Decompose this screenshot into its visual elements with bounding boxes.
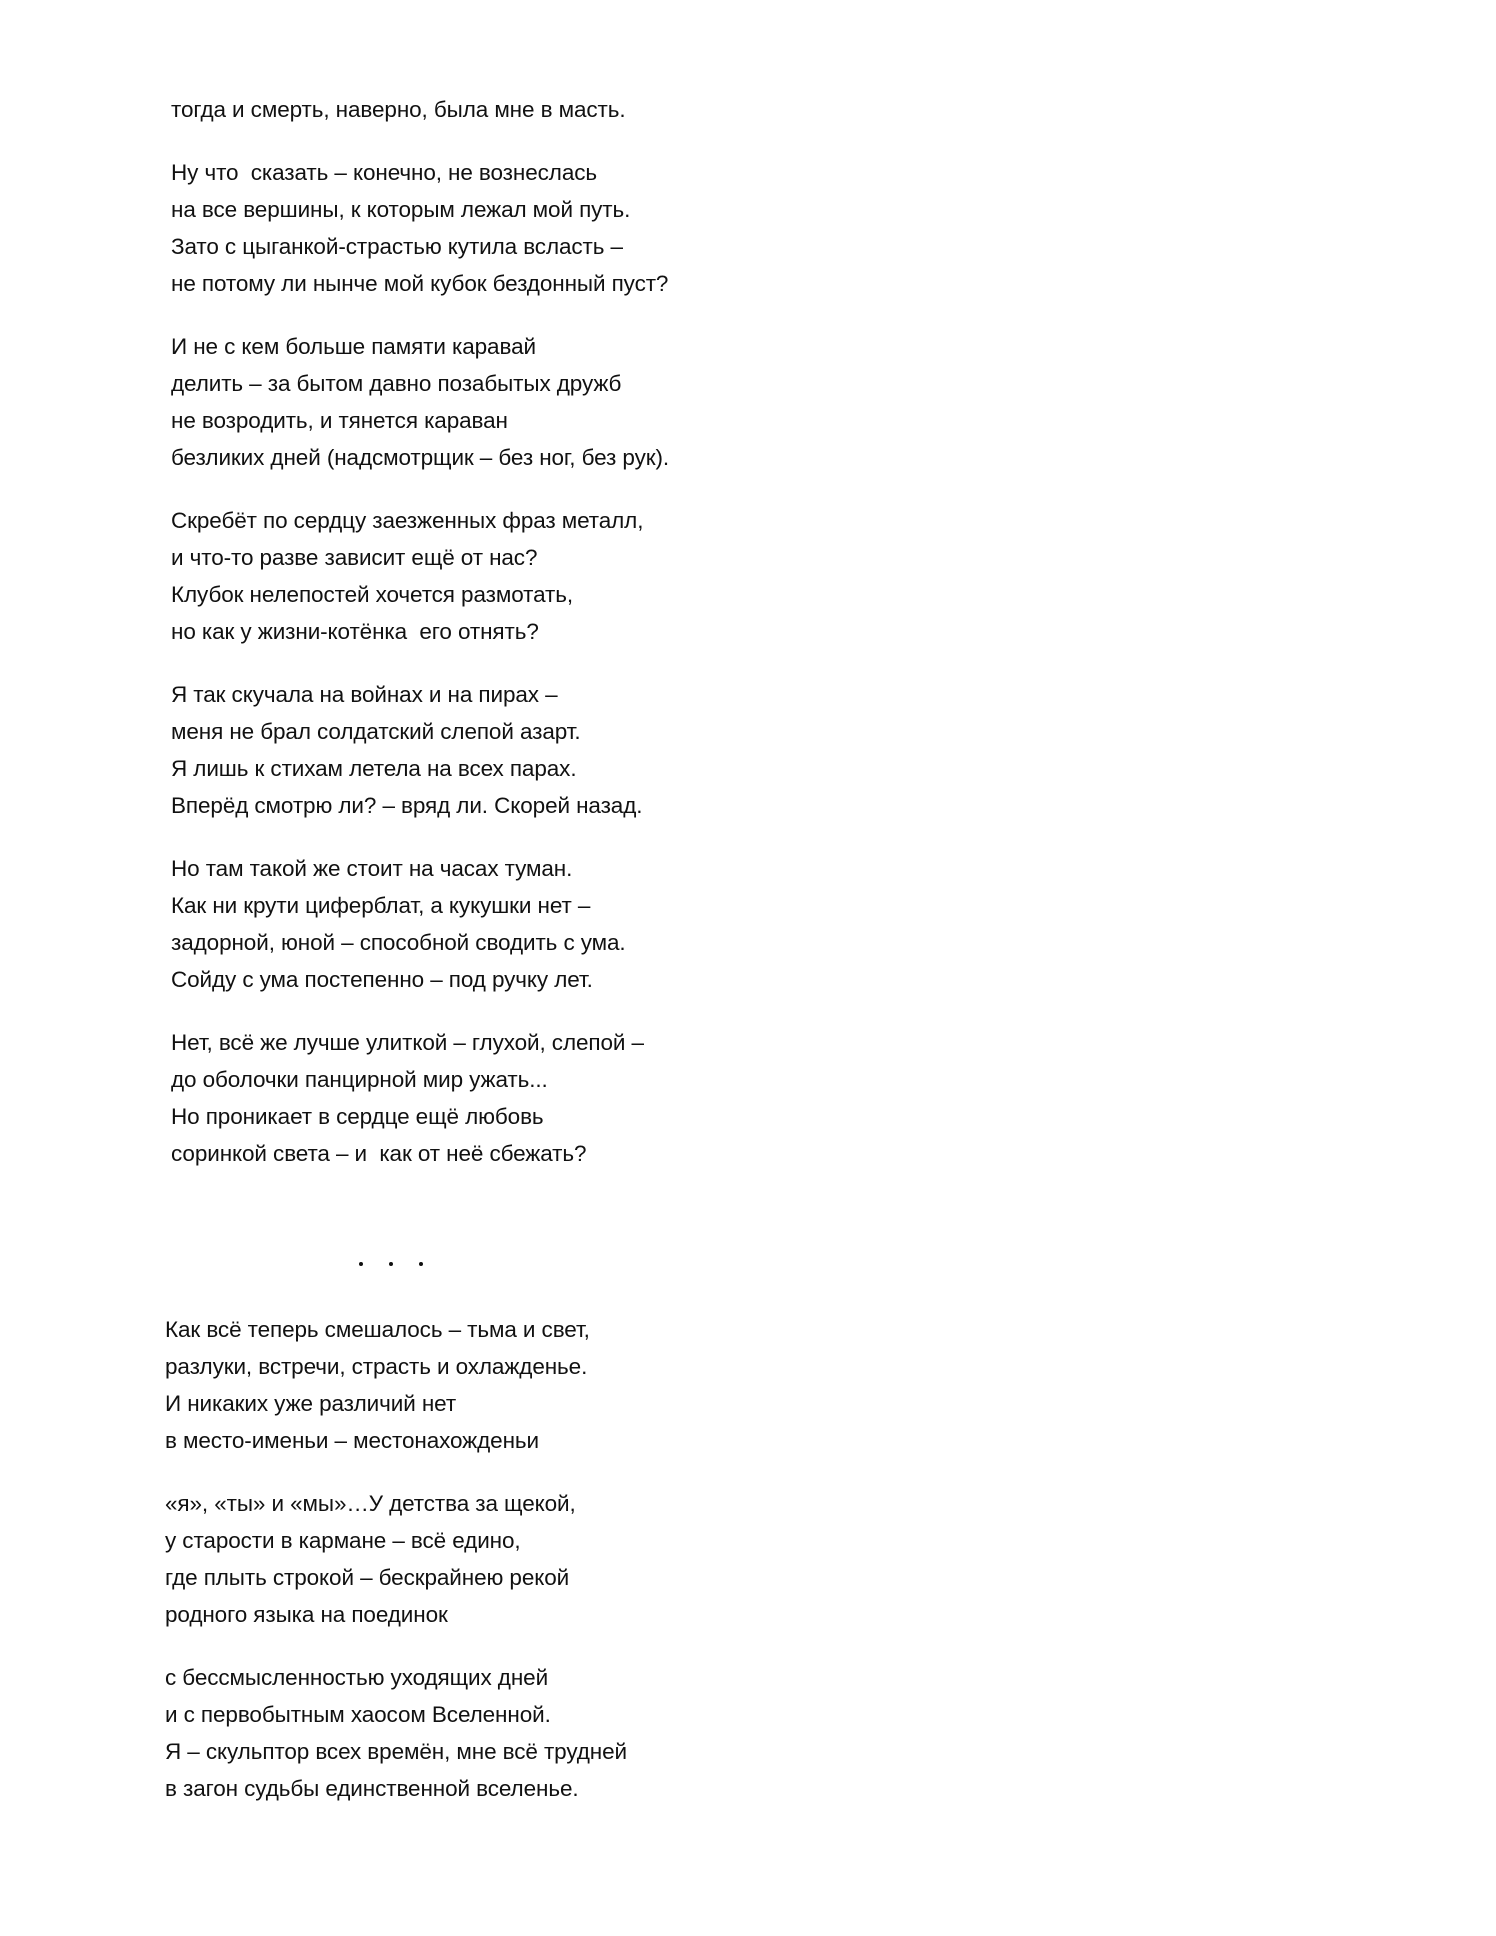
stanza <box>171 91 669 128</box>
poem-line: Сойду с ума постепенно – под ручку лет. <box>171 967 593 992</box>
poem-1 <box>171 91 669 1198</box>
stanza <box>165 1311 627 1459</box>
separator-dot <box>419 1262 423 1266</box>
poem-line: на все вершины, к которым лежал мой путь. <box>171 197 631 222</box>
poem-line: Я лишь к стихам летела на всех парах. <box>171 756 577 781</box>
stanza <box>171 154 669 302</box>
poem-line: Клубок нелепостей хочется размотать, <box>171 582 573 607</box>
poem-line: безликих дней (надсмотрщик – без ног, без рук). <box>171 445 670 470</box>
poem-line: в загон судьбы единственной вселенье. <box>165 1776 579 1801</box>
poem-line: с бессмысленностью уходящих дней <box>165 1665 549 1690</box>
separator-dot <box>359 1262 363 1266</box>
poem-line: Нет, всё же лучше улиткой – глухой, слепой – <box>171 1030 644 1055</box>
poem-line: Ну что сказать – конечно, не вознеслась <box>171 160 598 185</box>
stanza <box>171 676 669 824</box>
poem-line: разлуки, встречи, страсть и охлажденье. <box>165 1354 588 1379</box>
poem-line: не потому ли нынче мой кубок бездонный пуст? <box>171 271 669 296</box>
poem-line: Как ни крути циферблат, а кукушки нет – <box>171 893 591 918</box>
poem-2 <box>165 1311 627 1833</box>
poem-line: тогда и смерть, наверно, была мне в масть. <box>171 97 626 122</box>
poem-line: Вперёд смотрю ли? – вряд ли. Скорей назад. <box>171 793 643 818</box>
poem-line: но как у жизни-котёнка его отнять? <box>171 619 539 644</box>
stanza <box>171 502 669 650</box>
poem-line: Я – скульптор всех времён, мне всё трудней <box>165 1739 627 1764</box>
poem-line: И не с кем больше памяти каравай <box>171 334 536 359</box>
poem-line: Но там такой же стоит на часах туман. <box>171 856 573 881</box>
poem-line: родного языка на поединок <box>165 1602 448 1627</box>
poem-line: меня не брал солдатский слепой азарт. <box>171 719 581 744</box>
stanza <box>165 1485 627 1633</box>
poem-line: Скребёт по сердцу заезженных фраз металл, <box>171 508 644 533</box>
poem-line: «я», «ты» и «мы»…У детства за щекой, <box>165 1491 576 1516</box>
poem-line: делить – за бытом давно позабытых дружб <box>171 371 622 396</box>
stanza <box>171 850 669 998</box>
poem-line: в место-именьи – местонахожденьи <box>165 1428 539 1453</box>
poem-line: и с первобытным хаосом Вселенной. <box>165 1702 551 1727</box>
separator-dot <box>389 1262 393 1266</box>
poem-line: соринкой света – и как от неё сбежать? <box>171 1141 587 1166</box>
poem-line: и что-то разве зависит ещё от нас? <box>171 545 538 570</box>
poem-line: у старости в кармане – всё едино, <box>165 1528 521 1553</box>
poem-line: Но проникает в сердце ещё любовь <box>171 1104 544 1129</box>
stanza <box>171 328 669 476</box>
poem-line: Зато с цыганкой-страстью кутила всласть – <box>171 234 623 259</box>
poem-line: Я так скучала на войнах и на пирах – <box>171 682 558 707</box>
poem-line: задорной, юной – способной сводить с ума. <box>171 930 626 955</box>
poem-line: до оболочки панцирной мир ужать... <box>171 1067 548 1092</box>
poem-line: не возродить, и тянется караван <box>171 408 508 433</box>
poem-line: И никаких уже различий нет <box>165 1391 457 1416</box>
stanza <box>165 1659 627 1807</box>
poem-line: Как всё теперь смешалось – тьма и свет, <box>165 1317 590 1342</box>
poem-line: где плыть строкой – бескрайнею рекой <box>165 1565 570 1590</box>
section-separator <box>359 1262 429 1268</box>
stanza <box>171 1024 669 1172</box>
